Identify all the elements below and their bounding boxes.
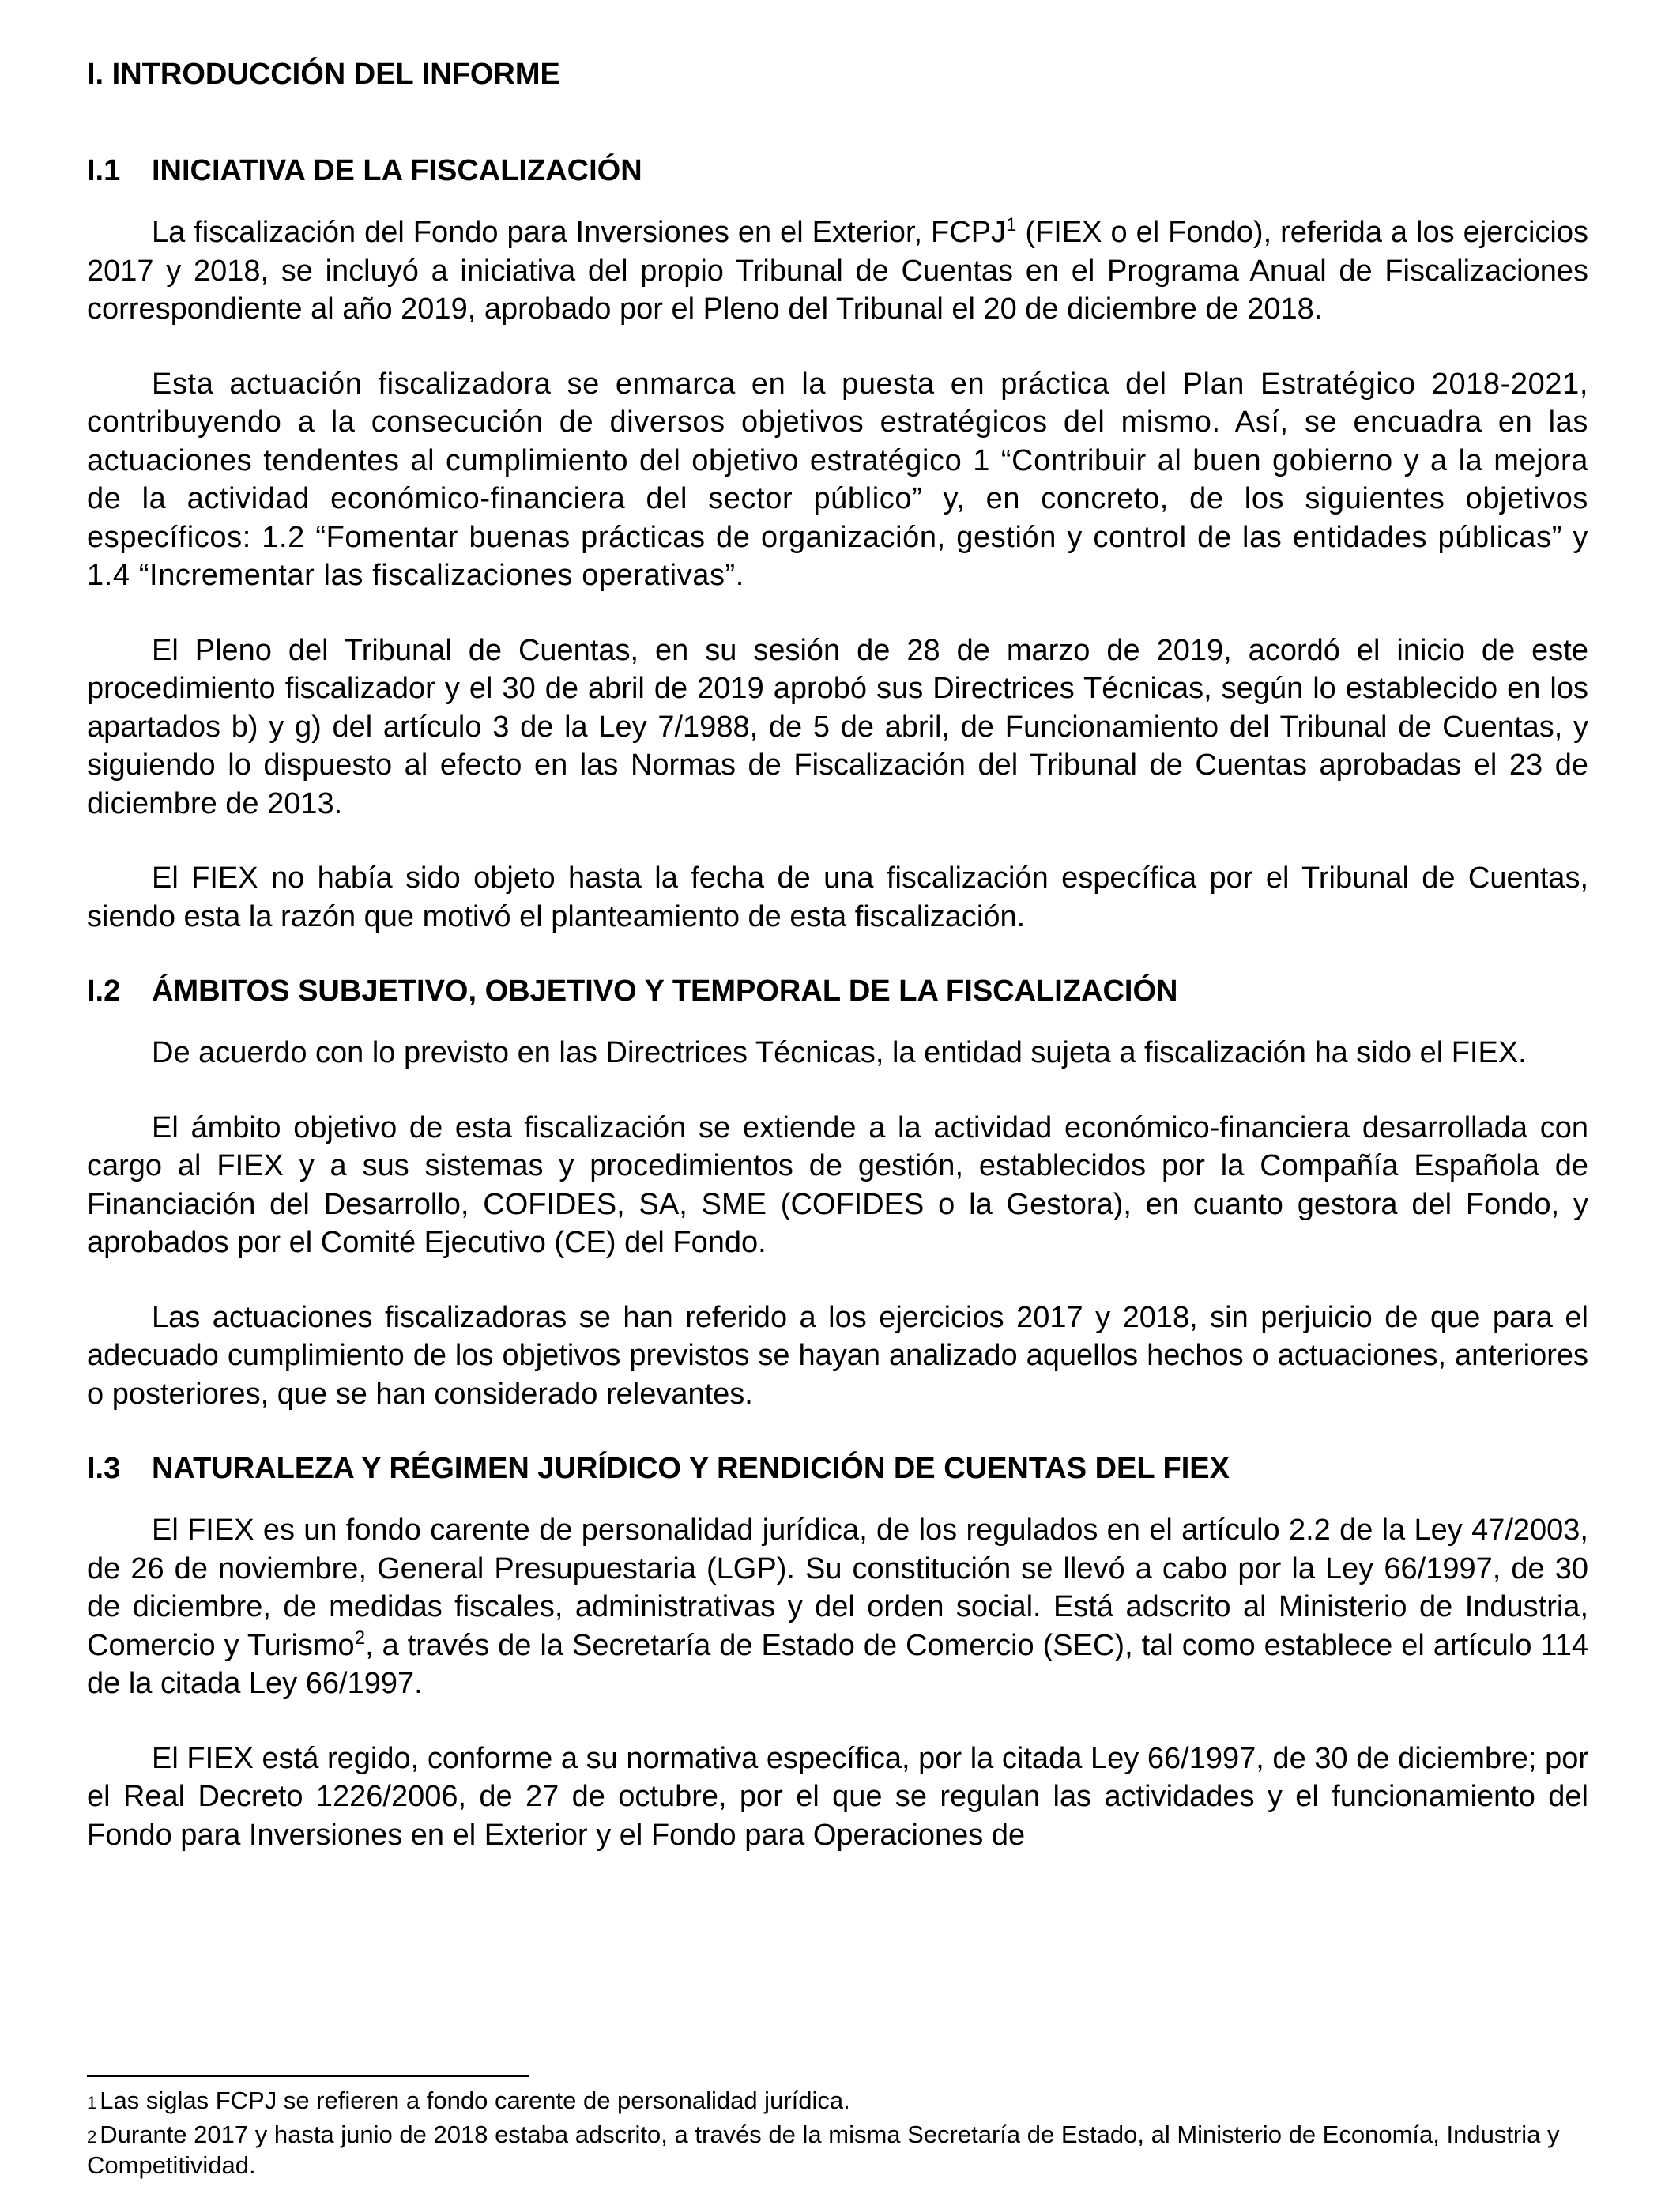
paragraph-text: El FIEX es un fondo carente de personalidad jurídica, de los regulados en el artículo 2.2 de la Ley 47/2003, de 26 de noviembre, General Presupuestaria (LGP). Su constitución se llevó a cabo por la Ley 66/1997, de 30 de diciembre, de medidas fiscales, administrativas y del orden social. Está adscrito al Ministerio de Industria, Comercio y Turismo <box>87 1514 1588 1662</box>
paragraph: Esta actuación fiscalizadora se enmarca en la puesta en práctica del Plan Estratégico 2018-2021, contribuyendo a la consecución de diversos objetivos estratégicos del mismo. Así, se encuadra en las actuaciones tendentes al cumplimiento del objetivo estratégico 1 “Contribuir al buen gobierno y a la mejora de la actividad económico-financiera del sector público” y, en concreto, de los siguientes objetivos específicos: 1.2 “Fomentar buenas prácticas de organización, gestión y control de las entidades públicas” y 1.4 “Incrementar las fiscalizaciones operativas”. <box>87 367 1588 592</box>
footnote <box>87 2087 1588 2117</box>
paragraph: Las actuaciones fiscalizadoras se han referido a los ejercicios 2017 y 2018, sin perjuicio de que para el adecuado cumplimiento de los objetivos previstos se hayan analizado aquellos hechos o actuaciones, anteriores o posteriores, que se han considerado relevantes. <box>87 1300 1588 1411</box>
paragraph: De acuerdo con lo previsto en las Directrices Técnicas, la entidad sujeta a fiscalización ha sido el FIEX. <box>152 1036 1527 1069</box>
paragraph: El ámbito objetivo de esta fiscalización se extiende a la actividad económico-financiera desarrollada con cargo al FIEX y a sus sistemas y procedimientos de gestión, establecidos por la Compañía Española de Financiación del Desarrollo, COFIDES, SA, SME (COFIDES o la Gestora), en cuanto gestora del Fondo, y aprobados por el Comité Ejecutivo (CE) del Fondo. <box>87 1110 1588 1259</box>
footnote-text: Durante 2017 y hasta junio de 2018 estaba adscrito, a través de la misma Secretaría de Estado, al Ministerio de Economía, Industria y Competitividad. <box>87 2120 1560 2179</box>
section-title: INICIATIVA DE LA FISCALIZACIÓN <box>152 154 642 187</box>
footnote-ref: 1 <box>1006 214 1017 236</box>
section-title: NATURALEZA Y RÉGIMEN JURÍDICO Y RENDICIÓN DE CUENTAS DEL FIEX <box>152 1452 1230 1485</box>
paragraph: El FIEX no había sido objeto hasta la fecha de una fiscalización específica por el Tribunal de Cuentas, siendo esta la razón que motivó el planteamiento de esta fiscalización. <box>87 861 1588 933</box>
paragraph <box>87 1511 1588 1703</box>
paragraph <box>87 213 1588 329</box>
section-heading-1-2 <box>87 972 1588 1010</box>
document-page <box>87 55 1588 1891</box>
report-heading: I. INTRODUCCIÓN DEL INFORME <box>87 58 560 91</box>
paragraph: El FIEX está regido, conforme a su normativa específica, por la citada Ley 66/1997, de 30 de diciembre; por el Real Decreto 1226/2006, de 27 de octubre, por el que se regulan las actividades y el funcionamiento del Fondo para Inversiones en el Exterior y el Fondo para Operaciones de <box>87 1741 1588 1852</box>
paragraph-text: La fiscalización del Fondo para Inversiones en el Exterior, FCPJ <box>152 216 1007 249</box>
footnote-number: 2 <box>87 2127 97 2147</box>
section-number: I.1 <box>87 154 121 187</box>
paragraph: El Pleno del Tribunal de Cuentas, en su sesión de 28 de marzo de 2019, acordó el inicio de este procedimiento fiscalizador y el 30 de abril de 2019 aprobó sus Directrices Técnicas, según lo establecido en los apartados b) y g) del artículo 3 de la Ley 7/1988, de 5 de abril, de Funcionamiento del Tribunal de Cuentas, y siguiendo lo dispuesto al efecto en las Normas de Fiscalización del Tribunal de Cuentas aprobadas el 23 de diciembre de 2013. <box>87 633 1588 820</box>
section-number: I.3 <box>87 1452 121 1485</box>
footnote <box>87 2120 1588 2180</box>
section-number: I.2 <box>87 974 121 1008</box>
section-title: ÁMBITOS SUBJETIVO, OBJETIVO Y TEMPORAL DE LA FISCALIZACIÓN <box>152 974 1178 1008</box>
paragraph-text: , a través de la Secretaría de Estado de Comercio (SEC), tal como establece el artículo 114 de la citada Ley 66/1997. <box>87 1628 1589 1700</box>
footnotes <box>87 2087 1588 2183</box>
footnote-divider <box>87 2075 529 2077</box>
section-heading-1-3 <box>87 1449 1588 1487</box>
footnote-text: Las siglas FCPJ se refieren a fondo carente de personalidad jurídica. <box>100 2087 850 2114</box>
footnote-ref: 2 <box>354 1627 366 1649</box>
paragraph-text: (FIEX o el Fondo), referida a los ejercicios 2017 y 2018, se incluyó a iniciativa del propio Tribunal de Cuentas en el Programa Anual de Fiscalizaciones correspondiente al año 2019, aprobado por el Pleno del Tribunal el 20 de diciembre de 2018. <box>87 216 1588 326</box>
section-heading-1-1 <box>87 152 1588 190</box>
footnote-number: 1 <box>87 2093 97 2113</box>
